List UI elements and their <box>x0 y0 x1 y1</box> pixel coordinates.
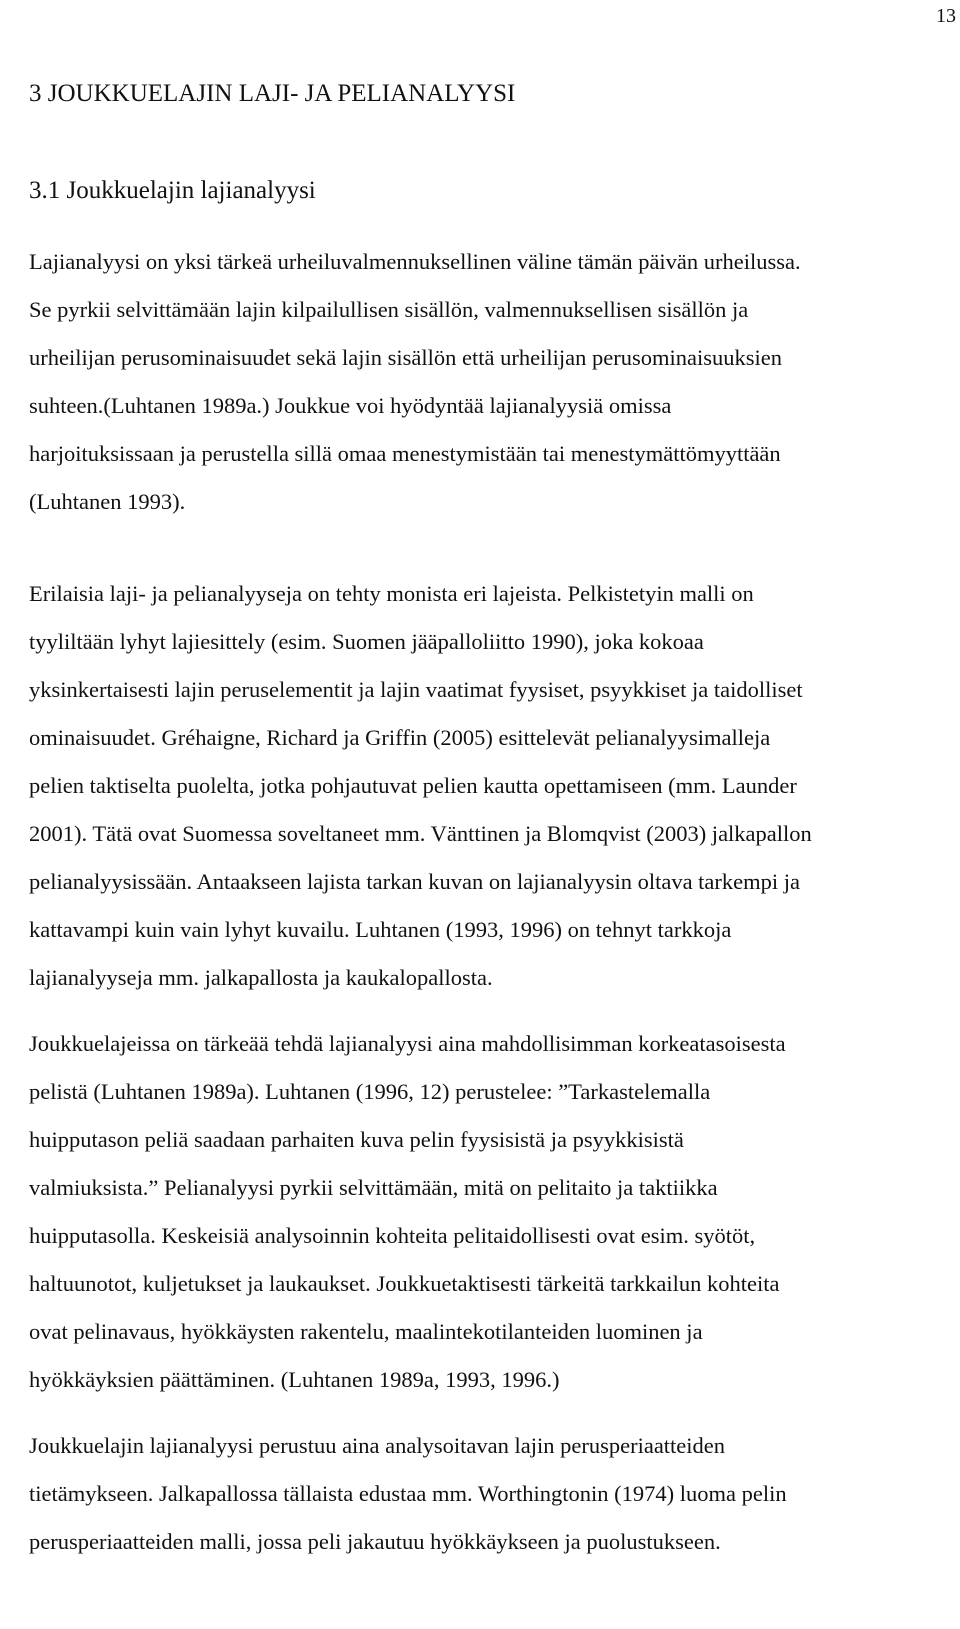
text-line: huipputasolla. Keskeisiä analysoinnin kohteita pelitaidollisesti ovat esim. syötöt, <box>29 1223 756 1248</box>
text-line: haltuunotot, kuljetukset ja laukaukset. Joukkuetaktisesti tärkeitä tarkkailun kohteita <box>29 1271 780 1296</box>
text-line: Joukkuelajeissa on tärkeää tehdä lajianalyysi aina mahdollisimman korkeatasoisesta <box>29 1031 786 1056</box>
text-line: perusperiaatteiden malli, jossa peli jakautuu hyökkäykseen ja puolustukseen. <box>29 1529 721 1554</box>
text-line: suhteen.(Luhtanen 1989a.) Joukkue voi hyödyntää lajianalyysiä omissa <box>29 393 672 418</box>
paragraph-3 <box>29 1020 959 1404</box>
text-line: pelien taktiselta puolelta, jotka pohjautuvat pelien kautta opettamiseen (mm. Launder <box>29 773 797 798</box>
page-number: 13 <box>936 5 956 27</box>
text-line: hyökkäyksien päättäminen. (Luhtanen 1989a, 1993, 1996.) <box>29 1367 560 1392</box>
chapter-heading: 3 JOUKKUELAJIN LAJI- JA PELIANALYYSI <box>29 80 516 107</box>
text-line: yksinkertaisesti lajin peruselementit ja lajin vaatimat fyysiset, psyykkiset ja taidolliset <box>29 677 803 702</box>
text-line: huipputason peliä saadaan parhaiten kuva pelin fyysisistä ja psyykkisistä <box>29 1127 684 1152</box>
text-line: 2001). Tätä ovat Suomessa soveltaneet mm. Vänttinen ja Blomqvist (2003) jalkapallon <box>29 821 812 846</box>
text-line: pelianalyysissään. Antaakseen lajista tarkan kuvan on lajianalyysin oltava tarkempi ja <box>29 869 801 894</box>
text-line: tyyliltään lyhyt lajiesittely (esim. Suomen jääpalloliitto 1990), joka kokoaa <box>29 629 704 654</box>
paragraph-2 <box>29 570 959 1002</box>
text-line: harjoituksissaan ja perustella sillä omaa menestymistään tai menestymättömyyttään <box>29 441 781 466</box>
paragraph-1 <box>29 238 959 526</box>
text-line: Joukkuelajin lajianalyysi perustuu aina analysoitavan lajin perusperiaatteiden <box>29 1433 726 1458</box>
text-line: pelistä (Luhtanen 1989a). Luhtanen (1996, 12) perustelee: ”Tarkastelemalla <box>29 1079 711 1104</box>
text-line: lajianalyyseja mm. jalkapallosta ja kaukalopallosta. <box>29 965 493 990</box>
text-line: ovat pelinavaus, hyökkäysten rakentelu, maalintekotilanteiden luominen ja <box>29 1319 703 1344</box>
paragraph-4 <box>29 1422 959 1566</box>
text-line: Erilaisia laji- ja pelianalyyseja on tehty monista eri lajeista. Pelkistetyin malli on <box>29 581 754 606</box>
section-heading: 3.1 Joukkuelajin lajianalyysi <box>29 177 316 204</box>
text-line: ominaisuudet. Gréhaigne, Richard ja Griffin (2005) esittelevät pelianalyysimalleja <box>29 725 771 750</box>
text-line: (Luhtanen 1993). <box>29 489 186 514</box>
text-line: kattavampi kuin vain lyhyt kuvailu. Luhtanen (1993, 1996) on tehnyt tarkkoja <box>29 917 732 942</box>
text-line: Se pyrkii selvittämään lajin kilpailullisen sisällön, valmennuksellisen sisällön ja <box>29 297 749 322</box>
text-line: urheilijan perusominaisuudet sekä lajin sisällön että urheilijan perusominaisuuksien <box>29 345 782 370</box>
text-line: Lajianalyysi on yksi tärkeä urheiluvalmennuksellinen väline tämän päivän urheilussa. <box>29 249 801 274</box>
text-line: tietämykseen. Jalkapallossa tällaista edustaa mm. Worthingtonin (1974) luoma pelin <box>29 1481 787 1506</box>
text-line: valmiuksista.” Pelianalyysi pyrkii selvittämään, mitä on pelitaito ja taktiikka <box>29 1175 718 1200</box>
